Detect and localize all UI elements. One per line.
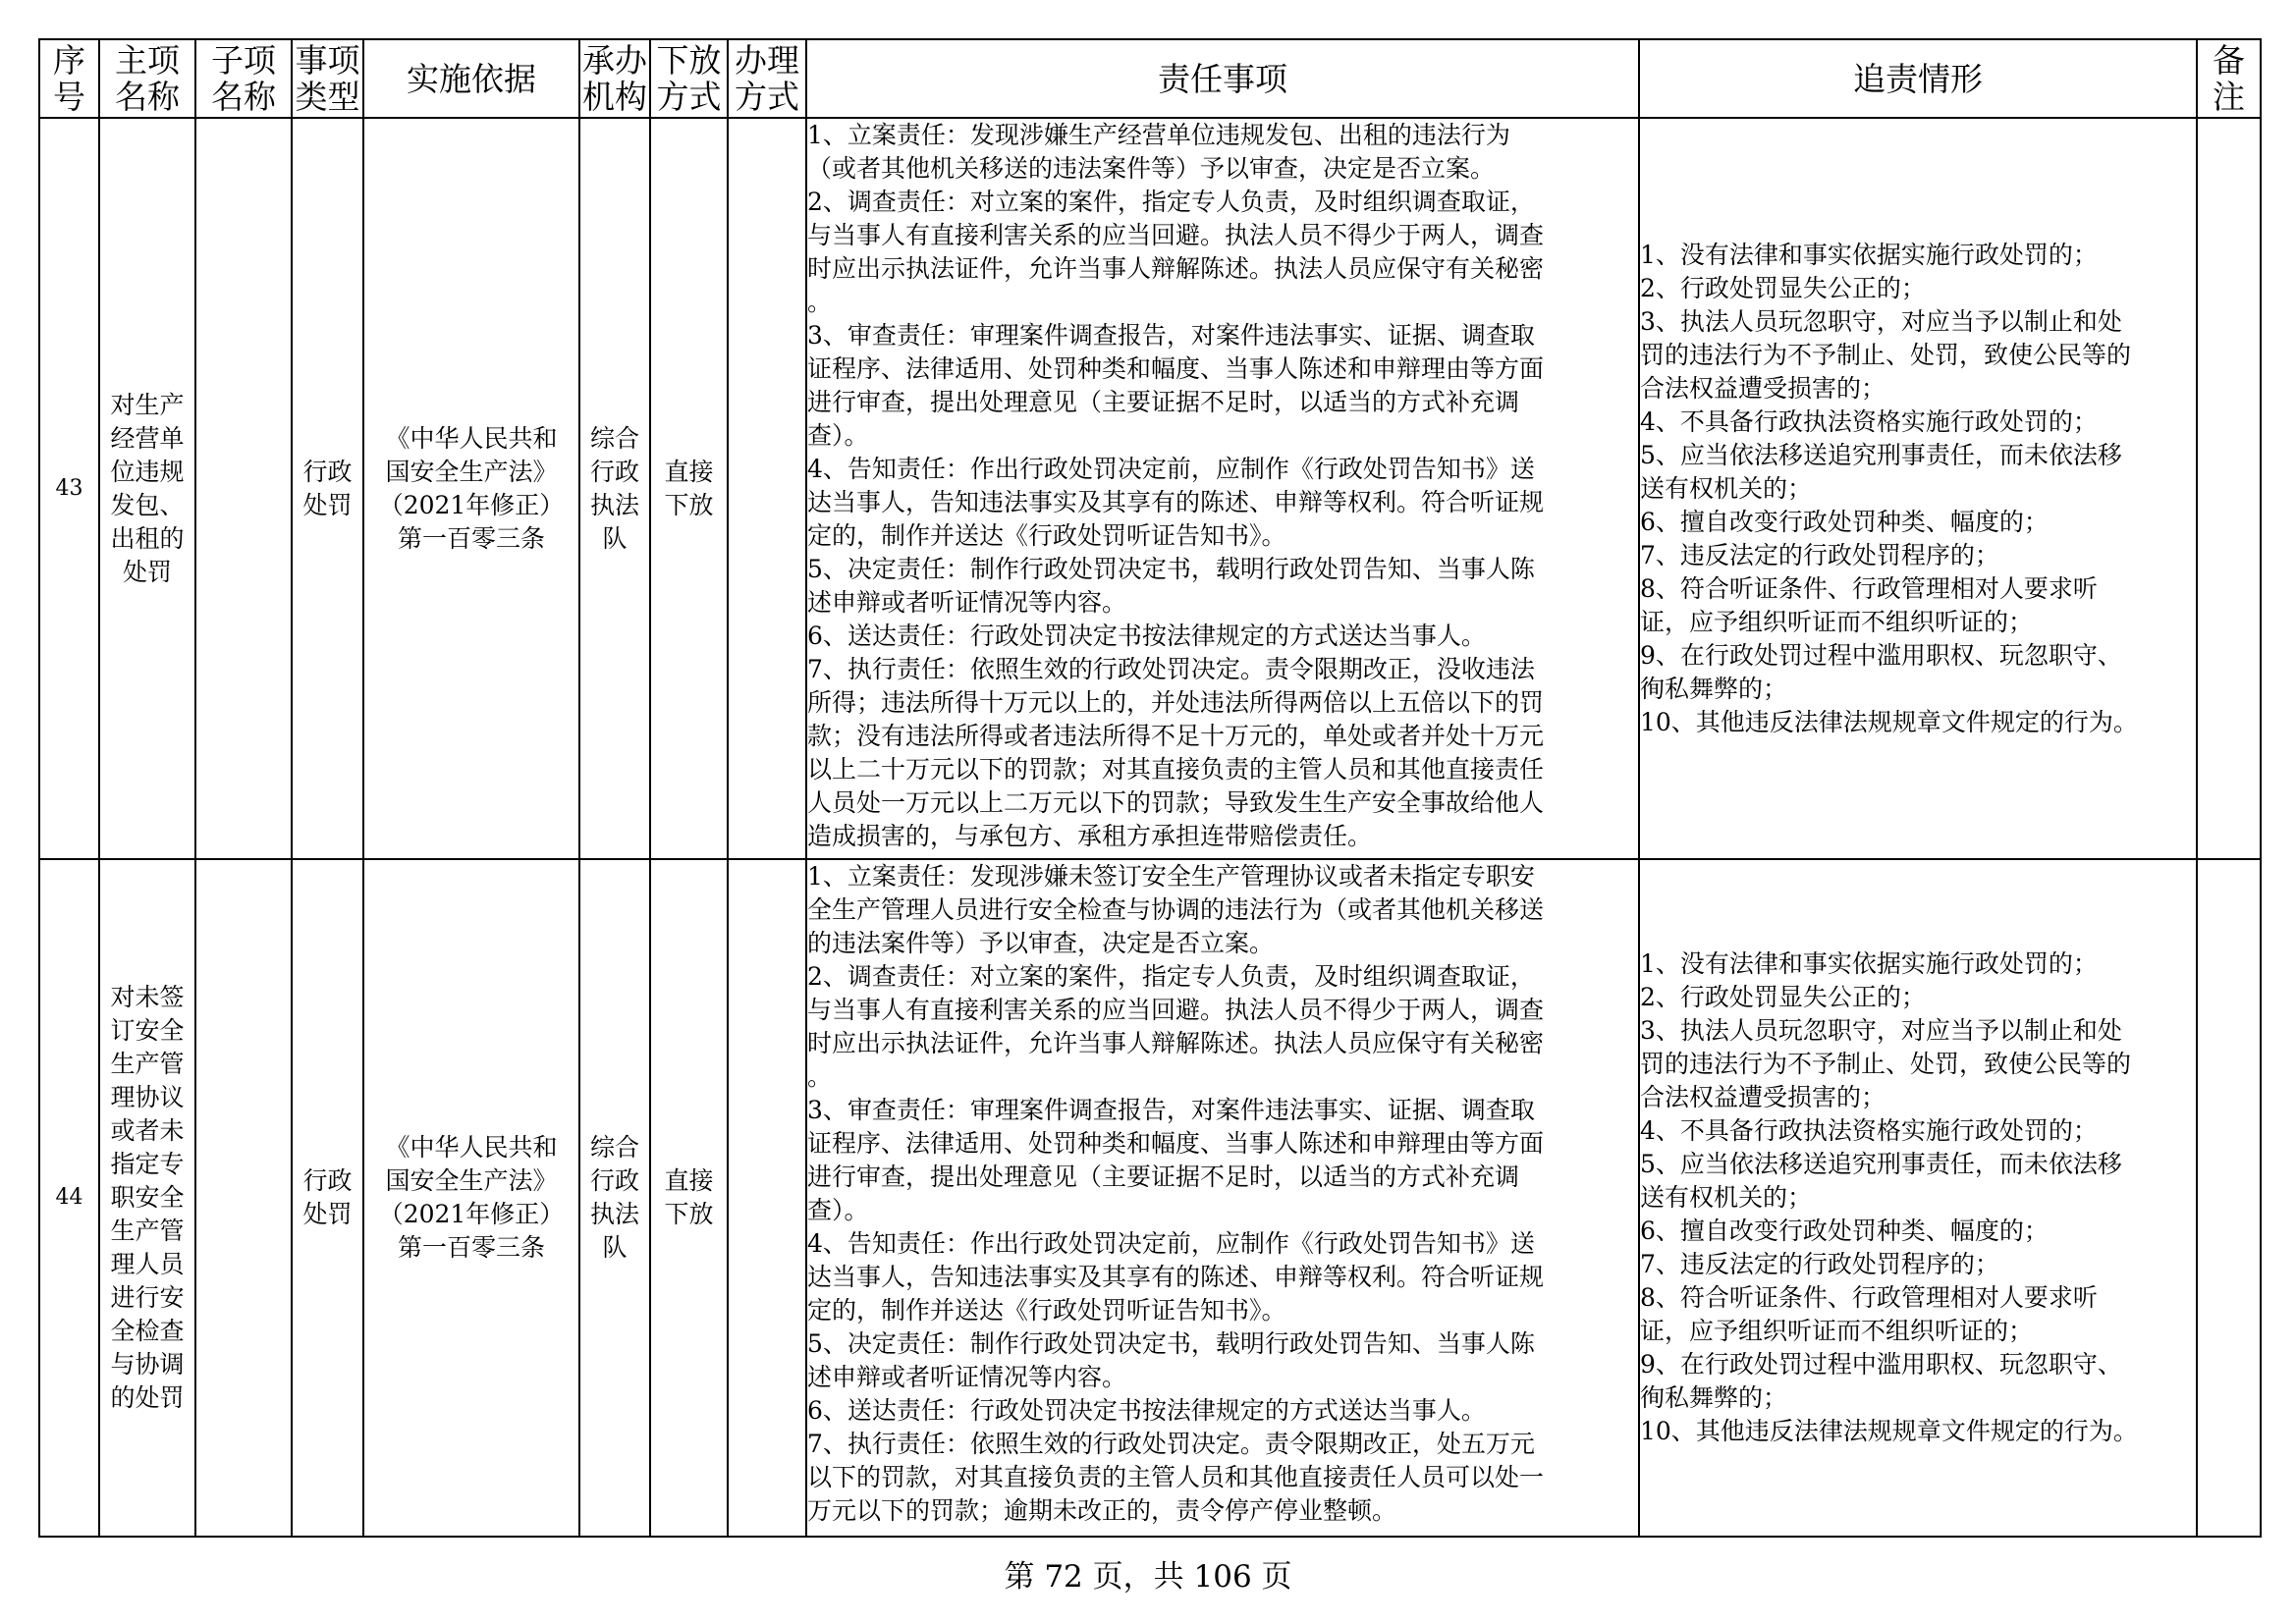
- text-line: 执法: [589, 1200, 639, 1228]
- text-line: 备: [2213, 41, 2245, 80]
- main-item-cell: [99, 118, 195, 859]
- text-line: 合法权益遭受损害的；: [1640, 373, 1886, 403]
- table-row: [39, 859, 2261, 1537]
- text-line: 出租的: [110, 523, 185, 553]
- text-line: 10、其他违反法律法规规章文件规定的行为。: [1640, 1417, 2138, 1445]
- text-line: 5、应当依法移送追究刑事责任，而未依法移: [1640, 1150, 2122, 1178]
- accountability-cell: [1639, 118, 2197, 859]
- text-line: 的违法案件等）予以审查，决定是否立案。: [807, 929, 1275, 957]
- text-line: 1、没有法律和事实依据实施行政处罚的；: [1640, 240, 2098, 269]
- seq-cell: 43: [39, 118, 99, 859]
- text-line: 8、符合听证条件、行政管理相对人要求听: [1640, 573, 2098, 603]
- header-main-item: [99, 39, 195, 118]
- header-delegation: [650, 39, 728, 118]
- text-line: 4、不具备行政执法资格实施行政处罚的；: [1640, 406, 2098, 436]
- text-line: 6、送达责任：行政处罚决定书按法律规定的方式送达当事人。: [807, 622, 1486, 650]
- text-line: 子项: [211, 41, 276, 80]
- text-line: 办理: [735, 41, 799, 80]
- text-line: 6、送达责任：行政处罚决定书按法律规定的方式送达当事人。: [807, 1396, 1486, 1425]
- delegation-cell: [650, 118, 728, 859]
- text-line: 直接: [664, 1166, 714, 1195]
- text-line: 名称: [211, 78, 276, 116]
- text-line: 达当事人，告知违法事实及其享有的陈述、申辩等权利。符合听证规: [807, 488, 1545, 516]
- duty-cell: [806, 118, 1639, 859]
- text-line: 2、行政处罚显失公正的；: [1640, 983, 1926, 1011]
- text-line: 款；没有违法所得或者违法所得不足十万元的，单处或者并处十万元: [807, 722, 1545, 750]
- accountability-cell: [1639, 859, 2197, 1537]
- table-row: [39, 118, 2261, 859]
- text-line: 国安全生产法》: [385, 1166, 558, 1195]
- header-sub-item: [195, 39, 292, 118]
- text-line: 名称: [115, 78, 180, 116]
- text-line: 以下的罚款，对其直接负责的主管人员和其他直接责任人员可以处一: [807, 1463, 1545, 1491]
- text-line: 3、执法人员玩忽职守，对应当予以制止和处: [1640, 1016, 2122, 1045]
- text-line: 定的，制作并送达《行政处罚听证告知书》。: [807, 521, 1286, 550]
- text-line: 的处罚: [110, 1383, 185, 1412]
- org-cell: [579, 118, 650, 859]
- text-line: 送有权机关的；: [1640, 1183, 1813, 1212]
- header-accountability: 追责情形: [1639, 39, 2197, 118]
- text-line: 5、应当依法移送追究刑事责任，而未依法移: [1640, 440, 2122, 469]
- text-line: 罚的违法行为不予制止、处罚，致使公民等的: [1640, 340, 2132, 369]
- text-line: 队: [602, 1233, 628, 1262]
- text-line: 或者未: [110, 1116, 185, 1145]
- text-line: 7、违反法定的行政处罚程序的；: [1640, 540, 1999, 569]
- header-basis: 实施依据: [363, 39, 579, 118]
- text-line: 行政: [589, 1166, 639, 1195]
- text-line: 7、执行责任：依照生效的行政处罚决定。责令限期改正，处五万元: [807, 1430, 1535, 1458]
- text-line: 进行审查，提出处理意见（主要证据不足时，以适当的方式补充调: [807, 388, 1520, 416]
- text-line: 理协议: [110, 1083, 185, 1111]
- text-line: （2021年修正）: [378, 490, 565, 519]
- main-item-cell: [99, 859, 195, 1537]
- text-line: 进行安: [110, 1283, 185, 1312]
- text-line: 指定专: [110, 1150, 185, 1178]
- header-duty: 责任事项: [806, 39, 1639, 118]
- method-cell: [728, 859, 806, 1537]
- text-line: 10、其他违反法律法规规章文件规定的行为。: [1640, 707, 2138, 736]
- text-line: 7、执行责任：依照生效的行政处罚决定。责令限期改正，没收违法: [807, 655, 1535, 683]
- text-line: 国安全生产法》: [385, 457, 558, 486]
- text-line: 4、不具备行政执法资格实施行政处罚的；: [1640, 1116, 2098, 1145]
- text-line: 理人员: [110, 1250, 185, 1278]
- text-line: 造成损害的，与承包方、承租方承担连带赔偿责任。: [807, 822, 1373, 850]
- text-line: 罚的违法行为不予制止、处罚，致使公民等的: [1640, 1050, 2132, 1078]
- type-cell: [292, 859, 363, 1537]
- header-seq: [39, 39, 99, 118]
- text-line: 机构: [582, 78, 647, 116]
- text-line: 万元以下的罚款；逾期未改正的，责令停产停业整顿。: [807, 1496, 1397, 1525]
- text-line: 类型: [295, 78, 360, 116]
- text-line: 8、符合听证条件、行政管理相对人要求听: [1640, 1283, 2098, 1312]
- text-line: 查）。: [807, 1196, 869, 1224]
- text-line: 处罚: [122, 557, 172, 586]
- text-line: 3、审查责任：审理案件调查报告，对案件违法事实、证据、调查取: [807, 1096, 1535, 1124]
- text-line: 与当事人有直接利害关系的应当回避。执法人员不得少于两人，调查: [807, 221, 1545, 249]
- text-line: 5、决定责任：制作行政处罚决定书，载明行政处罚告知、当事人陈: [807, 555, 1535, 583]
- text-line: 号: [53, 78, 85, 116]
- text-line: 所得；违法所得十万元以上的，并处违法所得两倍以上五倍以下的罚: [807, 688, 1545, 717]
- text-line: 下放: [656, 41, 722, 80]
- text-line: 6、擅自改变行政处罚种类、幅度的；: [1640, 507, 2049, 536]
- text-line: 行政: [589, 457, 639, 486]
- text-line: 处罚: [302, 490, 353, 519]
- text-line: 查）。: [807, 421, 869, 450]
- text-line: （2021年修正）: [378, 1200, 565, 1228]
- text-line: 人员处一万元以上二万元以下的罚款；导致发生生产安全事故给他人: [807, 788, 1545, 817]
- text-line: 以上二十万元以下的罚款；对其直接负责的主管人员和其他直接责任: [807, 755, 1545, 784]
- text-line: 2、行政处罚显失公正的；: [1640, 273, 1926, 302]
- text-line: 1、没有法律和事实依据实施行政处罚的；: [1640, 949, 2098, 978]
- text-line: 承办: [582, 41, 647, 80]
- text-line: 述申辩或者听证情况等内容。: [807, 588, 1127, 617]
- text-line: 主项: [115, 41, 180, 80]
- header-remark: [2197, 39, 2261, 118]
- text-line: 时应出示执法证件，允许当事人辩解陈述。执法人员应保守有关秘密: [807, 254, 1545, 283]
- text-line: 发包、: [110, 490, 185, 519]
- text-line: 定的，制作并送达《行政处罚听证告知书》。: [807, 1296, 1286, 1325]
- text-line: 送有权机关的；: [1640, 473, 1813, 503]
- text-line: 述申辩或者听证情况等内容。: [807, 1363, 1127, 1391]
- text-line: 方式: [656, 78, 722, 116]
- text-line: 。: [807, 288, 833, 316]
- basis-cell: [363, 859, 579, 1537]
- delegation-cell: [650, 859, 728, 1537]
- text-line: 行政: [302, 457, 353, 486]
- method-cell: [728, 118, 806, 859]
- text-line: 《中华人民共和: [385, 1133, 558, 1162]
- text-line: 经营单: [110, 423, 185, 453]
- text-line: 对未签: [110, 983, 185, 1011]
- remark-cell: [2197, 118, 2261, 859]
- header-method: [728, 39, 806, 118]
- text-line: 执法: [589, 490, 639, 519]
- text-line: 生产管: [110, 1217, 185, 1245]
- text-line: 第一百零三条: [397, 523, 545, 553]
- text-line: 下放: [664, 490, 714, 519]
- text-line: 序: [53, 41, 85, 80]
- text-line: 4、告知责任：作出行政处罚决定前，应制作《行政处罚告知书》送: [807, 1229, 1535, 1258]
- text-line: 综合: [589, 423, 639, 453]
- text-line: 生产管: [110, 1050, 185, 1078]
- text-line: 时应出示执法证件，允许当事人辩解陈述。执法人员应保守有关秘密: [807, 1029, 1545, 1057]
- text-line: 4、告知责任：作出行政处罚决定前，应制作《行政处罚告知书》送: [807, 455, 1535, 483]
- text-line: （或者其他机关移送的违法案件等）予以审查，决定是否立案。: [807, 154, 1496, 183]
- text-line: 证，应予组织听证而不组织听证的；: [1640, 607, 2034, 636]
- text-line: 证程序、法律适用、处罚种类和幅度、当事人陈述和申辩理由等方面: [807, 354, 1545, 383]
- text-line: 5、决定责任：制作行政处罚决定书，载明行政处罚告知、当事人陈: [807, 1329, 1535, 1358]
- basis-cell: [363, 118, 579, 859]
- sub-item-cell: [195, 118, 292, 859]
- text-line: 事项: [295, 41, 360, 80]
- text-line: 综合: [589, 1133, 639, 1162]
- text-line: 3、执法人员玩忽职守，对应当予以制止和处: [1640, 306, 2122, 336]
- text-line: 达当事人，告知违法事实及其享有的陈述、申辩等权利。符合听证规: [807, 1263, 1545, 1291]
- text-line: 方式: [735, 78, 799, 116]
- text-line: 全生产管理人员进行安全检查与协调的违法行为（或者其他机关移送: [807, 895, 1545, 924]
- text-line: 9、在行政处罚过程中滥用职权、玩忽职守、: [1640, 1350, 2122, 1379]
- text-line: 2、调查责任：对立案的案件，指定专人负责，及时组织调查取证，: [807, 188, 1535, 216]
- duty-cell: [806, 859, 1639, 1537]
- text-line: 。: [807, 1062, 833, 1091]
- sub-item-cell: [195, 859, 292, 1537]
- text-line: 行政: [302, 1166, 353, 1195]
- text-line: 进行审查，提出处理意见（主要证据不足时，以适当的方式补充调: [807, 1163, 1520, 1191]
- org-cell: [579, 859, 650, 1537]
- duty-table: [38, 38, 2262, 1538]
- header-type: [292, 39, 363, 118]
- text-line: 徇私舞弊的；: [1640, 1383, 1788, 1412]
- remark-cell: [2197, 859, 2261, 1537]
- text-line: 注: [2213, 78, 2245, 116]
- text-line: 下放: [664, 1200, 714, 1228]
- text-line: 与当事人有直接利害关系的应当回避。执法人员不得少于两人，调查: [807, 996, 1545, 1024]
- header-org: [579, 39, 650, 118]
- text-line: 合法权益遭受损害的；: [1640, 1083, 1886, 1111]
- text-line: 职安全: [110, 1183, 185, 1212]
- text-line: 订安全: [110, 1016, 185, 1045]
- text-line: 1、立案责任：发现涉嫌未签订安全生产管理协议或者未指定专职安: [807, 862, 1535, 891]
- seq-cell: 44: [39, 859, 99, 1537]
- text-line: 徇私舞弊的；: [1640, 674, 1788, 703]
- type-cell: [292, 118, 363, 859]
- text-line: 《中华人民共和: [385, 423, 558, 453]
- text-line: 7、违反法定的行政处罚程序的；: [1640, 1250, 1999, 1278]
- header-row: [39, 39, 2261, 118]
- text-line: 2、调查责任：对立案的案件，指定专人负责，及时组织调查取证，: [807, 962, 1535, 991]
- text-line: 第一百零三条: [397, 1233, 545, 1262]
- text-line: 对生产: [110, 390, 185, 419]
- text-line: 6、擅自改变行政处罚种类、幅度的；: [1640, 1217, 2049, 1245]
- text-line: 3、审查责任：审理案件调查报告，对案件违法事实、证据、调查取: [807, 321, 1535, 350]
- text-line: 处罚: [302, 1200, 353, 1228]
- text-line: 直接: [664, 457, 714, 486]
- text-line: 1、立案责任：发现涉嫌生产经营单位违规发包、出租的违法行为: [807, 121, 1510, 149]
- text-line: 队: [602, 523, 628, 553]
- page-number: 第 72 页，共 106 页: [1004, 1559, 1292, 1595]
- text-line: 与协调: [110, 1350, 185, 1379]
- text-line: 位违规: [110, 457, 185, 486]
- text-line: 证，应予组织听证而不组织听证的；: [1640, 1317, 2034, 1345]
- text-line: 证程序、法律适用、处罚种类和幅度、当事人陈述和申辩理由等方面: [807, 1129, 1545, 1158]
- text-line: 9、在行政处罚过程中滥用职权、玩忽职守、: [1640, 640, 2122, 670]
- text-line: 全检查: [110, 1317, 185, 1345]
